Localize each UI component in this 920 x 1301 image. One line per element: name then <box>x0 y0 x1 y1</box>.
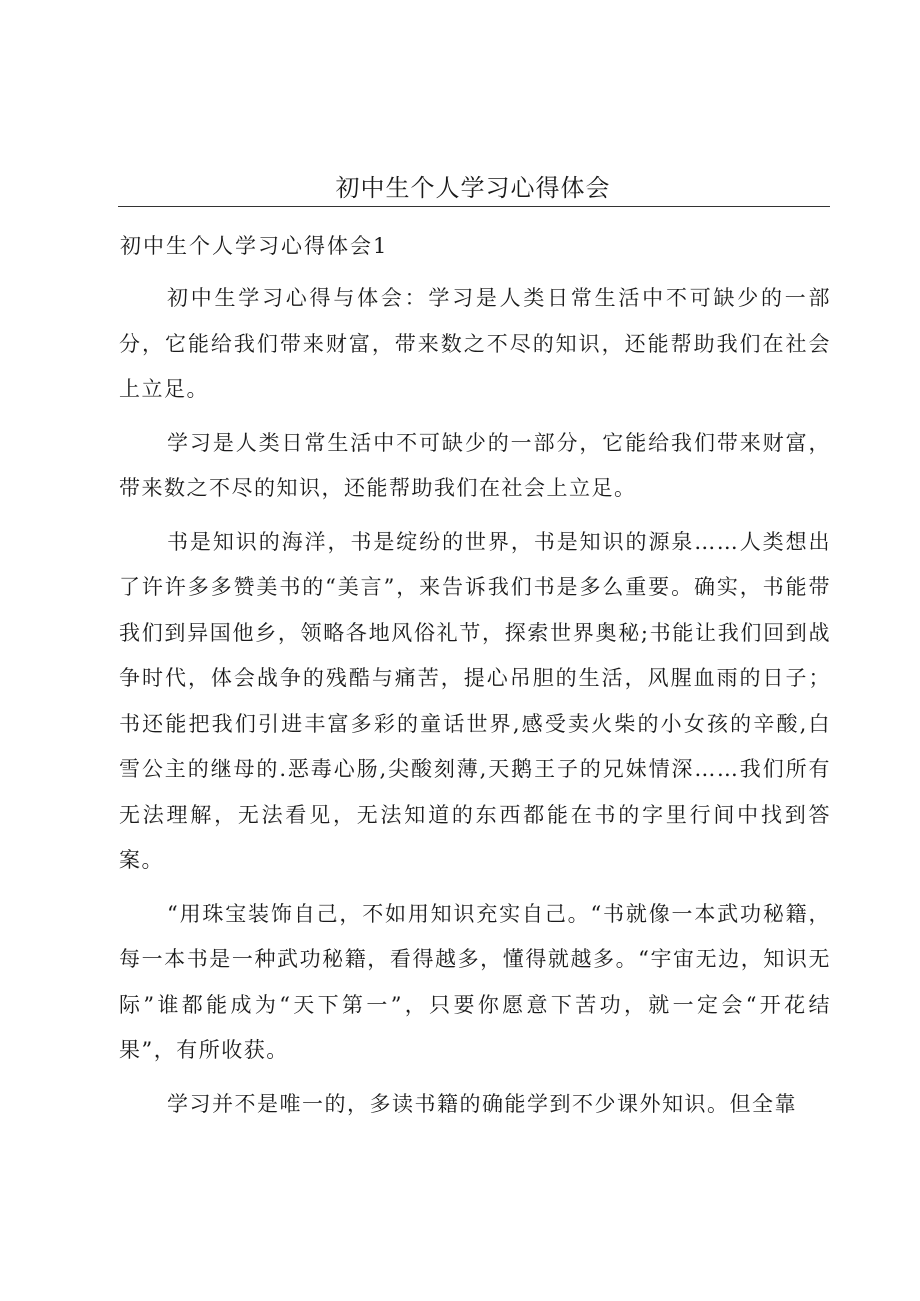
section-heading: 初中生个人学习心得体会1 <box>120 234 389 258</box>
paragraph: 学习并不是唯一的，多读书籍的确能学到不少课外知识。但全靠 <box>167 1091 797 1116</box>
title-underline <box>118 206 830 207</box>
paragraph: 学习是人类日常生活中不可缺少的一部分，它能给我们带来财富，带来数之不尽的知识，还能帮助我们在社会上立足。 <box>119 430 831 500</box>
paragraph: 书是知识的海洋，书是绽纷的世界，书是知识的源泉……人类想出了许许多多赞美书的“美言”，来告诉我们书是多么重要。确实，书能带我们到异国他乡，领略各地风俗礼节，探索世界奥秘;书能让我们回到战争时代，体会战争的残酷与痛苦，提心吊胆的生活，风腥血雨的日子；书还能把我们引进丰富多彩的童话世界,感受卖火柴的小女孩的辛酸,白雪公主的继母的.恶毒心肠,尖酸刻薄,天鹅王子的兄妹情深……我们所有无法理解，无法看见，无法知道的东西都能在书的字里行间中找到答案。 <box>119 529 831 872</box>
paragraph: “用珠宝装饰自己，不如用知识充实自己。“书就像一本武功秘籍，每一本书是一种武功秘籍，看得越多，懂得就越多。“宇宙无边，知识无际”谁都能成为“天下第一”，只要你愿意下苦功，就一定会“开花结果”，有所收获。 <box>119 901 831 1062</box>
document-body <box>119 276 831 1127</box>
paragraph: 初中生学习心得与体会：学习是人类日常生活中不可缺少的一部分，它能给我们带来财富，带来数之不尽的知识，还能帮助我们在社会上立足。 <box>119 286 831 401</box>
document-title: 初中生个人学习心得体会 <box>335 174 611 202</box>
